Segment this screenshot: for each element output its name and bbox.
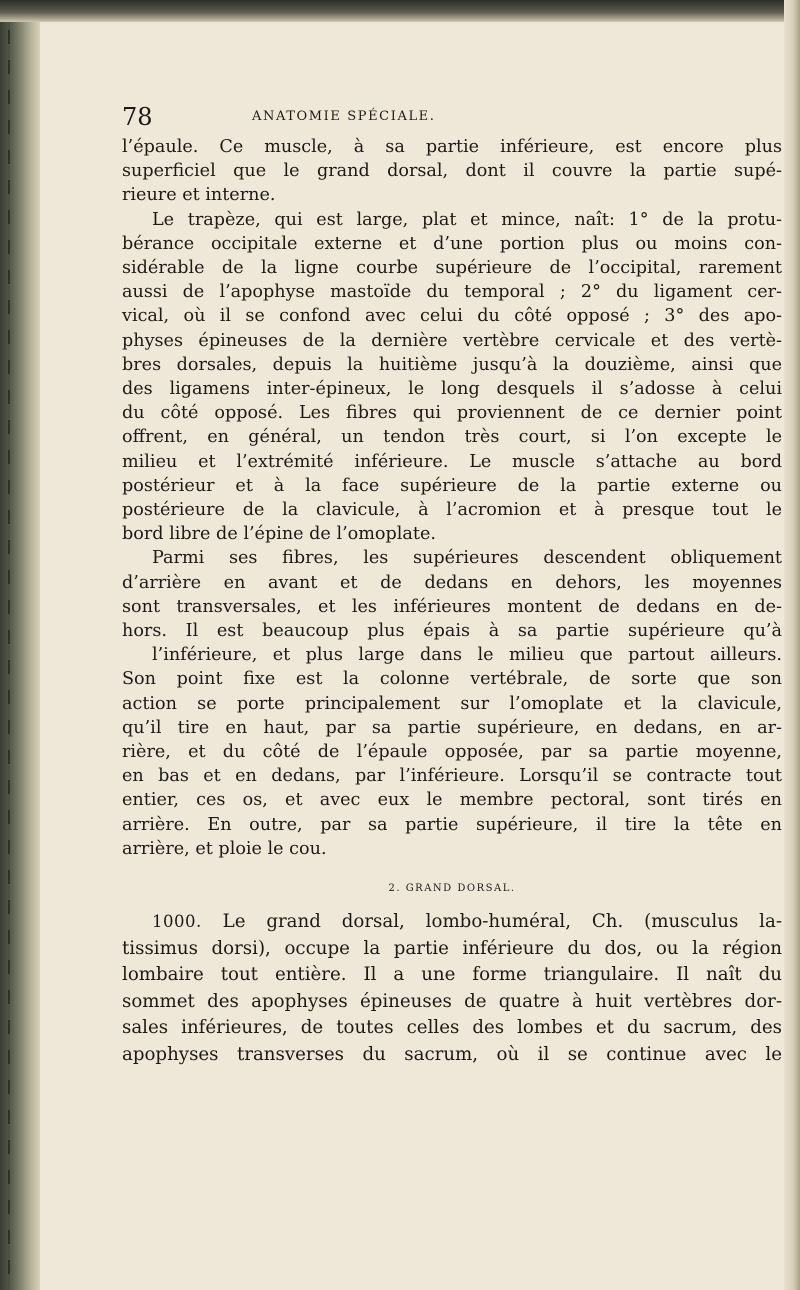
- text-line: en bas et en dedans, par l’inférieure. Lorsqu’il se contracte tout: [122, 766, 782, 787]
- text-line: apophyses transverses du sacrum, où il se continue avec le: [122, 1043, 782, 1065]
- text-line: des ligamens inter-épineux, le long desquels il s’adosse à celui: [122, 379, 782, 400]
- text-line: sidérable de la ligne courbe supérieure de l’occipital, rarement: [122, 258, 782, 279]
- text-line: sommet des apophyses épineuses de quatre à huit vertèbres dor-: [122, 990, 782, 1012]
- text-line: arrière. En outre, par sa partie supérieure, il tire la tête en: [122, 814, 782, 835]
- page-number: 78: [122, 103, 153, 131]
- entry-number: 1000.: [152, 912, 202, 932]
- text-line: arrière, et ploie le cou.: [122, 838, 327, 859]
- entry-first-line: [122, 909, 782, 936]
- text-line: l’épaule. Ce muscle, à sa partie inférieure, est encore plus: [122, 137, 782, 157]
- text-line: qu’il tire en haut, par sa partie supérieure, en dedans, en ar-: [122, 717, 782, 738]
- section-heading: 2. GRAND DORSAL.: [388, 883, 516, 895]
- text-line: milieu et l’extrémité inférieure. Le muscle s’attache au bord: [122, 451, 782, 472]
- running-head: ANATOMIE SPÉCIALE.: [252, 109, 436, 124]
- text-line: rieure et interne.: [122, 185, 276, 206]
- text-line: sont transversales, et les inférieures montent de dedans en de-: [122, 596, 782, 617]
- text-line: du côté opposé. Les fibres qui proviennent de ce dernier point: [122, 403, 782, 424]
- text-line: lombaire tout entière. Il a une forme triangulaire. Il naît du: [122, 964, 782, 986]
- text-line: entier, ces os, et avec eux le membre pectoral, sont tirés en: [122, 790, 782, 811]
- text-line: superficiel que le grand dorsal, dont il couvre la partie supé-: [122, 161, 782, 182]
- text-line: Le trapèze, qui est large, plat et mince, naît: 1° de la protu-: [152, 209, 782, 230]
- text-line: tissimus dorsi), occupe la partie inférieure du dos, ou la région: [122, 937, 782, 959]
- paragraph-fibres: [122, 546, 782, 861]
- text-line: offrent, en général, un tendon très court, si l’on excepte le: [122, 427, 782, 448]
- paragraph-trapeze: [122, 208, 782, 547]
- entry-grand-dorsal: [122, 909, 782, 1068]
- text-line: action se porte principalement sur l’omoplate et la clavicule,: [122, 693, 782, 714]
- text-line: aussi de l’apophyse mastoïde du temporal ; 2° du ligament cer-: [122, 282, 782, 303]
- text-line: bord libre de l’épine de l’omoplate.: [122, 524, 436, 545]
- page-body: [122, 135, 782, 1068]
- text-line: rière, et du côté de l’épaule opposée, par sa partie moyenne,: [122, 742, 782, 763]
- text-line: Son point fixe est la colonne vertébrale, de sorte que son: [122, 669, 782, 690]
- text-line: physes épineuses de la dernière vertèbre cervicale et des vertè-: [122, 330, 782, 351]
- text-line: l’inférieure, et plus large dans le milieu que partout ailleurs.: [152, 645, 782, 666]
- page-header: [122, 100, 782, 134]
- text-line: Parmi ses fibres, les supérieures descendent obliquement: [152, 548, 782, 569]
- paragraph-continuation: [122, 135, 782, 208]
- text-line: sales inférieures, de toutes celles des lombes et du sacrum, des: [122, 1017, 782, 1039]
- text-line: postérieure de la clavicule, à l’acromion et à presque tout le: [122, 500, 782, 521]
- text-line: bres dorsales, depuis la huitième jusqu’à la douzième, ainsi que: [122, 354, 782, 375]
- text-line: hors. Il est beaucoup plus épais à sa partie supérieure qu’à: [122, 621, 782, 642]
- text-line: vical, où il se confond avec celui du côté opposé ; 3° des apo-: [122, 306, 782, 327]
- text-line: bérance occipitale externe et d’une portion plus ou moins con-: [122, 233, 782, 254]
- text-line: postérieur et à la face supérieure de la partie externe ou: [122, 475, 782, 496]
- entry-first-text: Le grand dorsal, lombo-huméral, Ch. (musculus la-: [222, 911, 782, 933]
- text-line: d’arrière en avant et de dedans en dehors, les moyennes: [122, 572, 782, 593]
